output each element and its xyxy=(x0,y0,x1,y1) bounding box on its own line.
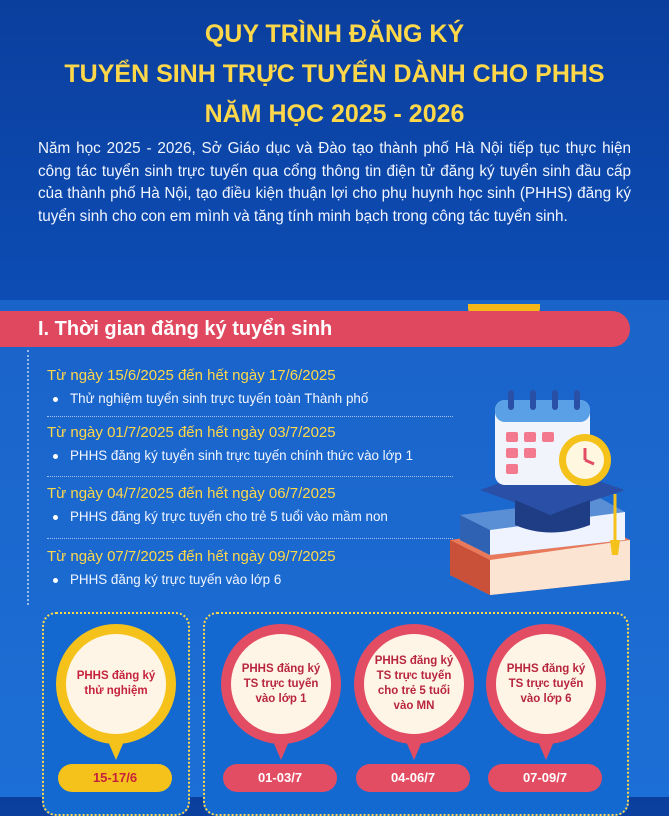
pin-inner xyxy=(496,634,596,734)
separator xyxy=(47,416,453,417)
period-item-text: PHHS đăng ký trực tuyến vào lớp 6 xyxy=(70,572,282,587)
pin-tip xyxy=(402,732,426,760)
separator xyxy=(47,538,453,539)
pin-tip xyxy=(269,732,293,760)
bullet-icon xyxy=(53,397,58,402)
period-item xyxy=(47,572,453,587)
pin-inner xyxy=(66,634,166,734)
period-2 xyxy=(47,424,453,463)
period-item xyxy=(47,448,453,463)
date-pill-grade6: 07-09/7 xyxy=(488,764,602,792)
bullet-icon xyxy=(53,515,58,520)
step-pin-preschool xyxy=(354,624,474,764)
step-label: PHHS đăng ký thử nghiệm xyxy=(76,670,156,697)
period-date: Từ ngày 04/7/2025 đến hết ngày 06/7/2025 xyxy=(47,485,336,502)
period-date: Từ ngày 01/7/2025 đến hết ngày 03/7/2025 xyxy=(47,424,336,441)
title-line-2: TUYỂN SINH TRỰC TUYẾN DÀNH CHO PHHS xyxy=(64,60,605,88)
step-pin-trial xyxy=(56,624,176,764)
step-label: PHHS đăng ký TS trực tuyến vào lớp 1 xyxy=(241,662,321,705)
date-pill-grade1: 01-03/7 xyxy=(223,764,337,792)
period-3 xyxy=(47,485,453,524)
pin-inner xyxy=(364,634,464,734)
pin-inner xyxy=(231,634,331,734)
separator xyxy=(47,476,453,477)
date-pill-trial: 15-17/6 xyxy=(58,764,172,792)
page-title xyxy=(0,14,669,134)
period-item-text: PHHS đăng ký tuyển sinh trực tuyến chính thức vào lớp 1 xyxy=(70,448,414,463)
title-line-1: QUY TRÌNH ĐĂNG KÝ xyxy=(204,20,465,48)
step-label: PHHS đăng ký TS trực tuyến vào lớp 6 xyxy=(506,662,586,705)
intro-paragraph: Năm học 2025 - 2026, Sở Giáo dục và Đào tạo thành phố Hà Nội tiếp tục thực hiện công tác tuyển sinh trực tuyến qua cổng thông tin điện tử đăng ký tuyển sinh đầu cấp của thành phố Hà Nội, tạo điều kiện thuận lợi cho phụ huynh học sinh (PHHS) đăng ký tuyển sinh cho con em mình và tăng tính minh bạch trong công tác tuyển sinh. xyxy=(38,140,631,225)
title-line-3: NĂM HỌC 2025 - 2026 xyxy=(204,100,465,128)
step-pin-grade6 xyxy=(486,624,606,764)
clock-icon xyxy=(559,434,611,486)
bullet-icon xyxy=(53,578,58,583)
bullet-icon xyxy=(53,454,58,459)
period-date: Từ ngày 07/7/2025 đến hết ngày 09/7/2025 xyxy=(47,548,336,565)
step-pin-grade1 xyxy=(221,624,341,764)
period-4 xyxy=(47,548,453,587)
period-item-text: Thử nghiệm tuyển sinh trực tuyến toàn Thành phố xyxy=(70,391,369,406)
period-1 xyxy=(47,367,453,406)
section-title: I. Thời gian đăng ký tuyển sinh xyxy=(38,318,333,340)
period-item xyxy=(47,509,453,524)
pin-tip xyxy=(104,732,128,760)
period-date: Từ ngày 15/6/2025 đến hết ngày 17/6/2025 xyxy=(47,367,336,384)
period-item xyxy=(47,391,453,406)
calendar-books-illustration xyxy=(440,390,640,600)
pin-tip xyxy=(534,732,558,760)
step-label: PHHS đăng ký TS trực tuyến cho trẻ 5 tuổi vào MN xyxy=(374,655,454,712)
date-pill-preschool: 04-06/7 xyxy=(356,764,470,792)
period-item-text: PHHS đăng ký trực tuyến cho trẻ 5 tuổi vào mầm non xyxy=(70,509,388,524)
